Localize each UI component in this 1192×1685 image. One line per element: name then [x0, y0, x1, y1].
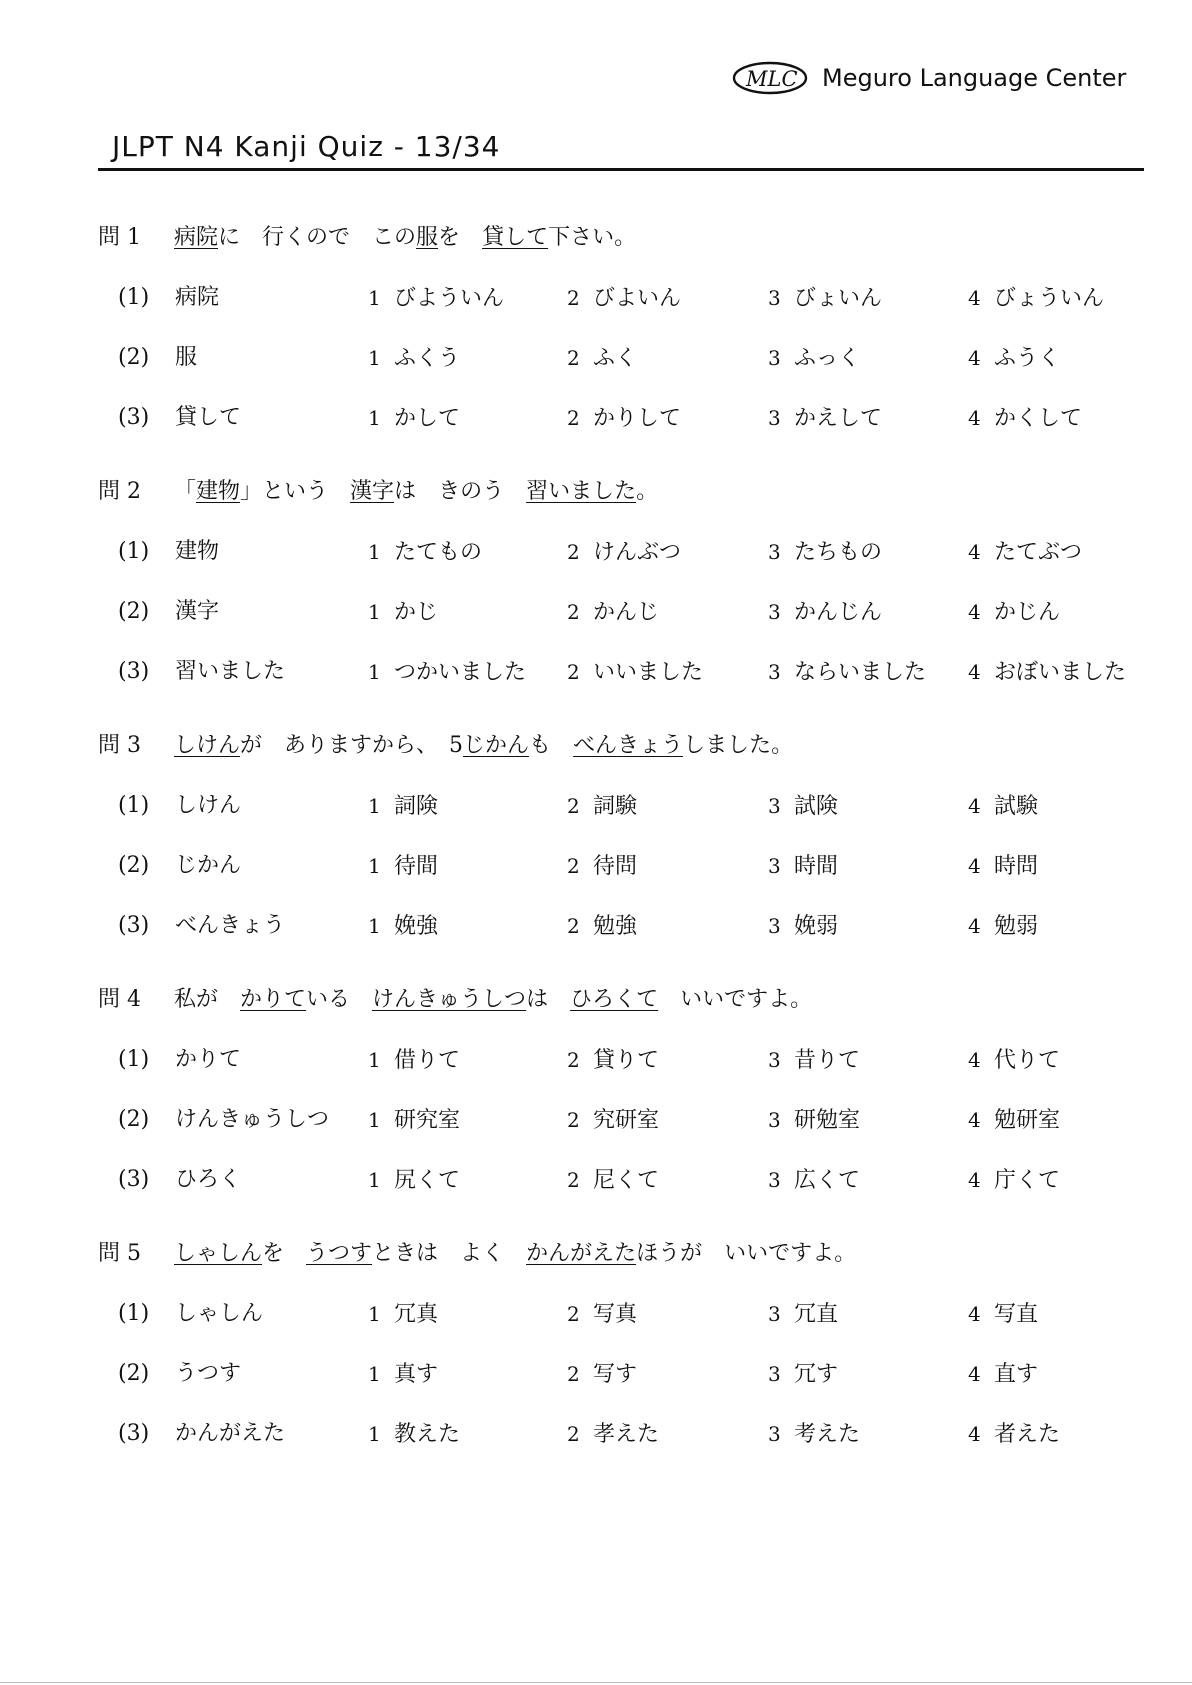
- sub-question-word: けんきゅうしつ: [175, 1107, 330, 1132]
- choice-text: 庁くて: [994, 1168, 1061, 1193]
- choice-number: 2: [567, 660, 580, 684]
- answer-choice-1: [368, 1044, 460, 1077]
- underlined-target-word: 習いました: [526, 479, 637, 504]
- answer-choice-1: [368, 1298, 438, 1331]
- sub-question-row: [0, 536, 1192, 568]
- answer-choice-1: [368, 910, 438, 943]
- underlined-target-word: 病院: [174, 225, 219, 250]
- sub-question-row: [0, 596, 1192, 628]
- choice-text: 冗真: [394, 1302, 439, 1327]
- question-3-sentence: [98, 730, 793, 762]
- underlined-target-word: かりて: [240, 987, 307, 1012]
- question-number: 問 1: [98, 225, 141, 250]
- underlined-target-word: けんきゅうしつ: [372, 987, 527, 1012]
- choice-text: かんじ: [593, 600, 660, 625]
- choice-number: 4: [968, 406, 981, 430]
- sub-question-row: [0, 1104, 1192, 1136]
- choice-number: 1: [368, 914, 381, 938]
- choice-text: 研究室: [394, 1108, 461, 1133]
- sub-question-number: (3): [118, 913, 150, 938]
- sub-question-number: (2): [118, 599, 150, 624]
- sub-question-word: 漢字: [175, 599, 220, 624]
- answer-choice-1: [368, 402, 460, 435]
- choice-number: 2: [567, 286, 580, 310]
- choice-text: 試験: [994, 794, 1039, 819]
- underlined-target-word: 漢字: [350, 479, 395, 504]
- choice-number: 4: [968, 660, 981, 684]
- sub-question-number: (1): [118, 1047, 150, 1072]
- choice-text: 待間: [394, 854, 439, 879]
- question-number: 問 5: [98, 1241, 141, 1266]
- choice-text: かりして: [593, 406, 682, 431]
- choice-text: けんぶつ: [593, 540, 682, 565]
- choice-text: ふくう: [394, 346, 461, 371]
- org-name: Meguro Language Center: [822, 64, 1127, 92]
- answer-choice-3: [768, 1164, 860, 1197]
- choice-text: かじ: [394, 600, 439, 625]
- answer-choice-2: [567, 1298, 637, 1331]
- sub-question-word: 病院: [175, 285, 220, 310]
- answer-choice-2: [567, 1104, 659, 1137]
- sub-question-word: 服: [175, 345, 198, 370]
- choice-number: 4: [968, 540, 981, 564]
- sub-question-word: かりて: [175, 1047, 242, 1072]
- sub-question-row: [0, 1164, 1192, 1196]
- choice-number: 2: [567, 794, 580, 818]
- sentence-text: 「: [174, 479, 197, 504]
- answer-choice-2: [567, 910, 637, 943]
- choice-text: 尻くて: [394, 1168, 461, 1193]
- choice-number: 3: [768, 1362, 781, 1386]
- answer-choice-1: [368, 1164, 460, 1197]
- choice-text: 写直: [994, 1302, 1039, 1327]
- choice-text: 者えた: [994, 1422, 1061, 1447]
- choice-text: びょいん: [794, 286, 883, 311]
- question-number: 問 3: [98, 733, 141, 758]
- question-2-sentence: [98, 476, 658, 508]
- sub-question-row: [0, 1044, 1192, 1076]
- choice-number: 3: [768, 660, 781, 684]
- choice-number: 4: [968, 1302, 981, 1326]
- answer-choice-3: [768, 596, 882, 629]
- choice-number: 3: [768, 600, 781, 624]
- answer-choice-4: [968, 790, 1038, 823]
- answer-choice-1: [368, 1358, 438, 1391]
- choice-text: ふく: [593, 346, 638, 371]
- answer-choice-3: [768, 1298, 838, 1331]
- choice-number: 3: [768, 914, 781, 938]
- choice-number: 2: [567, 914, 580, 938]
- sentence-text: いる: [306, 987, 373, 1012]
- choice-text: たちもの: [794, 540, 883, 565]
- choice-number: 1: [368, 1302, 381, 1326]
- sub-question-row: [0, 342, 1192, 374]
- sub-question-word: べんきょう: [175, 913, 286, 938]
- sentence-text: ほうが いいですよ。: [636, 1241, 857, 1266]
- sub-question-number: (3): [118, 1421, 150, 1446]
- choice-text: 究研室: [593, 1108, 660, 1133]
- underlined-target-word: 建物: [196, 479, 241, 504]
- choice-text: 冗直: [794, 1302, 839, 1327]
- choice-number: 4: [968, 600, 981, 624]
- answer-choice-4: [968, 1164, 1060, 1197]
- choice-number: 2: [567, 600, 580, 624]
- answer-choice-2: [567, 282, 681, 315]
- choice-text: びょういん: [994, 286, 1105, 311]
- choice-number: 4: [968, 854, 981, 878]
- sub-question-number: (1): [118, 1301, 150, 1326]
- sub-question-number: (2): [118, 345, 150, 370]
- answer-choice-2: [567, 536, 681, 569]
- answer-choice-2: [567, 656, 703, 689]
- choice-text: ふうく: [994, 346, 1061, 371]
- choice-number: 2: [567, 406, 580, 430]
- choice-number: 4: [968, 1108, 981, 1132]
- choice-text: 貸りて: [593, 1048, 660, 1073]
- answer-choice-4: [968, 910, 1038, 943]
- sub-question-number: (2): [118, 1361, 150, 1386]
- choice-text: 詞験: [593, 794, 638, 819]
- answer-choice-2: [567, 850, 637, 883]
- answer-choice-2: [567, 1044, 659, 1077]
- choice-number: 1: [368, 346, 381, 370]
- sub-question-number: (1): [118, 539, 150, 564]
- sub-question-word: しゃしん: [175, 1301, 264, 1326]
- choice-text: 娩強: [394, 914, 439, 939]
- answer-choice-1: [368, 850, 438, 883]
- choice-text: かんじん: [794, 600, 883, 625]
- sub-question-word: しけん: [175, 793, 242, 818]
- choice-number: 3: [768, 1048, 781, 1072]
- choice-number: 2: [567, 1362, 580, 1386]
- sentence-text: も: [529, 733, 574, 758]
- choice-text: 教えた: [394, 1422, 461, 1447]
- sub-question-number: (1): [118, 285, 150, 310]
- sentence-text: 。: [636, 479, 659, 504]
- choice-number: 1: [368, 1422, 381, 1446]
- question-number: 問 4: [98, 987, 141, 1012]
- sentence-text: 」という: [240, 479, 351, 504]
- answer-choice-2: [567, 402, 681, 435]
- choice-number: 3: [768, 854, 781, 878]
- choice-number: 3: [768, 1108, 781, 1132]
- answer-choice-4: [968, 1358, 1038, 1391]
- choice-text: 娩弱: [794, 914, 839, 939]
- answer-choice-3: [768, 850, 838, 883]
- answer-choice-1: [368, 1104, 460, 1137]
- sentence-text: しました。: [683, 733, 794, 758]
- choice-number: 4: [968, 1362, 981, 1386]
- choice-text: ならいました: [794, 660, 927, 685]
- choice-number: 3: [768, 1168, 781, 1192]
- answer-choice-4: [968, 596, 1060, 629]
- answer-choice-2: [567, 596, 659, 629]
- choice-number: 2: [567, 1168, 580, 1192]
- sub-question-row: [0, 1418, 1192, 1450]
- choice-number: 1: [368, 540, 381, 564]
- choice-text: ふっく: [794, 346, 861, 371]
- sentence-text: いいですよ。: [658, 987, 813, 1012]
- choice-number: 1: [368, 1108, 381, 1132]
- answer-choice-3: [768, 910, 838, 943]
- sub-question-word: かんがえた: [175, 1421, 286, 1446]
- choice-text: 広くて: [794, 1168, 861, 1193]
- choice-number: 1: [368, 286, 381, 310]
- page-bottom-edge: [0, 1682, 1192, 1683]
- answer-choice-1: [368, 596, 438, 629]
- choice-text: 試険: [794, 794, 839, 819]
- underlined-target-word: しけん: [174, 733, 241, 758]
- answer-choice-2: [567, 342, 637, 375]
- sentence-text: を: [262, 1241, 307, 1266]
- logo-letters: MLC: [746, 67, 798, 91]
- choice-number: 4: [968, 346, 981, 370]
- choice-number: 3: [768, 794, 781, 818]
- choice-number: 4: [968, 794, 981, 818]
- choice-text: びよういん: [394, 286, 505, 311]
- answer-choice-3: [768, 536, 882, 569]
- choice-text: かして: [394, 406, 461, 431]
- sub-question-number: (3): [118, 659, 150, 684]
- answer-choice-1: [368, 1418, 460, 1451]
- choice-number: 4: [968, 1168, 981, 1192]
- choice-number: 1: [368, 406, 381, 430]
- answer-choice-4: [968, 342, 1060, 375]
- answer-choice-3: [768, 402, 882, 435]
- choice-number: 3: [768, 540, 781, 564]
- sub-question-number: (3): [118, 405, 150, 430]
- choice-text: たてぶつ: [994, 540, 1083, 565]
- choice-text: 借りて: [394, 1048, 461, 1073]
- sub-question-number: (2): [118, 1107, 150, 1132]
- answer-choice-3: [768, 1358, 838, 1391]
- choice-number: 1: [368, 1048, 381, 1072]
- answer-choice-4: [968, 536, 1082, 569]
- underlined-target-word: 服: [416, 225, 439, 250]
- sub-question-number: (3): [118, 1167, 150, 1192]
- underlined-target-word: かんがえた: [526, 1241, 637, 1266]
- sub-question-number: (1): [118, 793, 150, 818]
- sentence-text: が ありますから、 5: [240, 733, 464, 758]
- choice-text: 真す: [394, 1362, 439, 1387]
- choice-number: 2: [567, 854, 580, 878]
- choice-text: かえして: [794, 406, 883, 431]
- answer-choice-1: [368, 790, 438, 823]
- choice-text: たてもの: [394, 540, 483, 565]
- answer-choice-4: [968, 656, 1126, 689]
- answer-choice-2: [567, 790, 637, 823]
- choice-number: 2: [567, 1048, 580, 1072]
- choice-number: 3: [768, 346, 781, 370]
- choice-number: 4: [968, 914, 981, 938]
- answer-choice-3: [768, 790, 838, 823]
- choice-number: 3: [768, 1422, 781, 1446]
- choice-text: おぼいました: [994, 660, 1127, 685]
- choice-number: 1: [368, 794, 381, 818]
- answer-choice-1: [368, 536, 482, 569]
- choice-text: 孝えた: [593, 1422, 660, 1447]
- underlined-target-word: じかん: [463, 733, 530, 758]
- sentence-text: ときは よく: [372, 1241, 527, 1266]
- choice-text: 考えた: [794, 1422, 861, 1447]
- sub-question-row: [0, 402, 1192, 434]
- answer-choice-1: [368, 656, 526, 689]
- choice-number: 1: [368, 600, 381, 624]
- sub-question-number: (2): [118, 853, 150, 878]
- choice-text: 時問: [994, 854, 1039, 879]
- answer-choice-3: [768, 1044, 860, 1077]
- choice-text: いいました: [593, 660, 704, 685]
- sub-question-row: [0, 656, 1192, 688]
- sub-question-word: じかん: [175, 853, 242, 878]
- answer-choice-4: [968, 1044, 1060, 1077]
- choice-number: 4: [968, 286, 981, 310]
- sub-question-row: [0, 282, 1192, 314]
- answer-choice-2: [567, 1164, 659, 1197]
- choice-text: 勉研室: [994, 1108, 1061, 1133]
- sentence-text: 私が: [174, 987, 241, 1012]
- sentence-text: を: [438, 225, 483, 250]
- choice-text: 冗す: [794, 1362, 839, 1387]
- choice-number: 3: [768, 286, 781, 310]
- choice-text: 尼くて: [593, 1168, 660, 1193]
- choice-text: つかいました: [394, 660, 527, 685]
- underlined-target-word: しゃしん: [174, 1241, 263, 1266]
- choice-number: 3: [768, 1302, 781, 1326]
- choice-text: 時間: [794, 854, 839, 879]
- question-number: 問 2: [98, 479, 141, 504]
- sub-question-word: 建物: [175, 539, 220, 564]
- answer-choice-3: [768, 1104, 860, 1137]
- sub-question-row: [0, 910, 1192, 942]
- underlined-target-word: ひろくて: [570, 987, 659, 1012]
- answer-choice-4: [968, 850, 1038, 883]
- answer-choice-2: [567, 1358, 637, 1391]
- choice-text: 勉強: [593, 914, 638, 939]
- sub-question-word: 習いました: [175, 659, 286, 684]
- choice-number: 4: [968, 1422, 981, 1446]
- choice-number: 2: [567, 540, 580, 564]
- answer-choice-4: [968, 402, 1082, 435]
- answer-choice-3: [768, 1418, 860, 1451]
- choice-number: 2: [567, 346, 580, 370]
- answer-choice-3: [768, 342, 860, 375]
- question-5-sentence: [98, 1238, 856, 1270]
- sub-question-word: ひろく: [175, 1167, 242, 1192]
- sentence-text: は きのう: [394, 479, 527, 504]
- question-1-sentence: [98, 222, 636, 254]
- answer-choice-1: [368, 282, 504, 315]
- sub-question-word: うつす: [175, 1361, 242, 1386]
- sentence-text: は: [526, 987, 571, 1012]
- answer-choice-4: [968, 1418, 1060, 1451]
- choice-text: 待問: [593, 854, 638, 879]
- choice-number: 1: [368, 854, 381, 878]
- choice-number: 2: [567, 1302, 580, 1326]
- sub-question-row: [0, 790, 1192, 822]
- choice-number: 1: [368, 1168, 381, 1192]
- sub-question-row: [0, 1358, 1192, 1390]
- choice-text: 写真: [593, 1302, 638, 1327]
- choice-text: かくして: [994, 406, 1083, 431]
- answer-choice-4: [968, 1298, 1038, 1331]
- answer-choice-2: [567, 1418, 659, 1451]
- sub-question-word: 貸して: [175, 405, 242, 430]
- answer-choice-4: [968, 282, 1104, 315]
- answer-choice-3: [768, 656, 926, 689]
- choice-text: 昔りて: [794, 1048, 861, 1073]
- underlined-target-word: べんきょう: [573, 733, 684, 758]
- question-4-sentence: [98, 984, 812, 1016]
- choice-text: 直す: [994, 1362, 1039, 1387]
- choice-text: かじん: [994, 600, 1061, 625]
- choice-number: 1: [368, 1362, 381, 1386]
- sentence-text: に 行くので この: [218, 225, 417, 250]
- sub-question-row: [0, 1298, 1192, 1330]
- answer-choice-3: [768, 282, 882, 315]
- answer-choice-4: [968, 1104, 1060, 1137]
- underlined-target-word: 貸して: [482, 225, 549, 250]
- choice-number: 3: [768, 406, 781, 430]
- choice-text: 代りて: [994, 1048, 1061, 1073]
- page-title: JLPT N4 Kanji Quiz - 13/34: [112, 130, 501, 163]
- underlined-target-word: うつす: [306, 1241, 373, 1266]
- sentence-text: 下さい。: [548, 225, 637, 250]
- choice-text: 詞険: [394, 794, 439, 819]
- choice-text: 勉弱: [994, 914, 1039, 939]
- answer-choice-1: [368, 342, 460, 375]
- choice-number: 2: [567, 1422, 580, 1446]
- choice-number: 2: [567, 1108, 580, 1132]
- choice-text: びよいん: [593, 286, 682, 311]
- choice-number: 4: [968, 1048, 981, 1072]
- choice-text: 研勉室: [794, 1108, 861, 1133]
- choice-number: 1: [368, 660, 381, 684]
- choice-text: 写す: [593, 1362, 638, 1387]
- sub-question-row: [0, 850, 1192, 882]
